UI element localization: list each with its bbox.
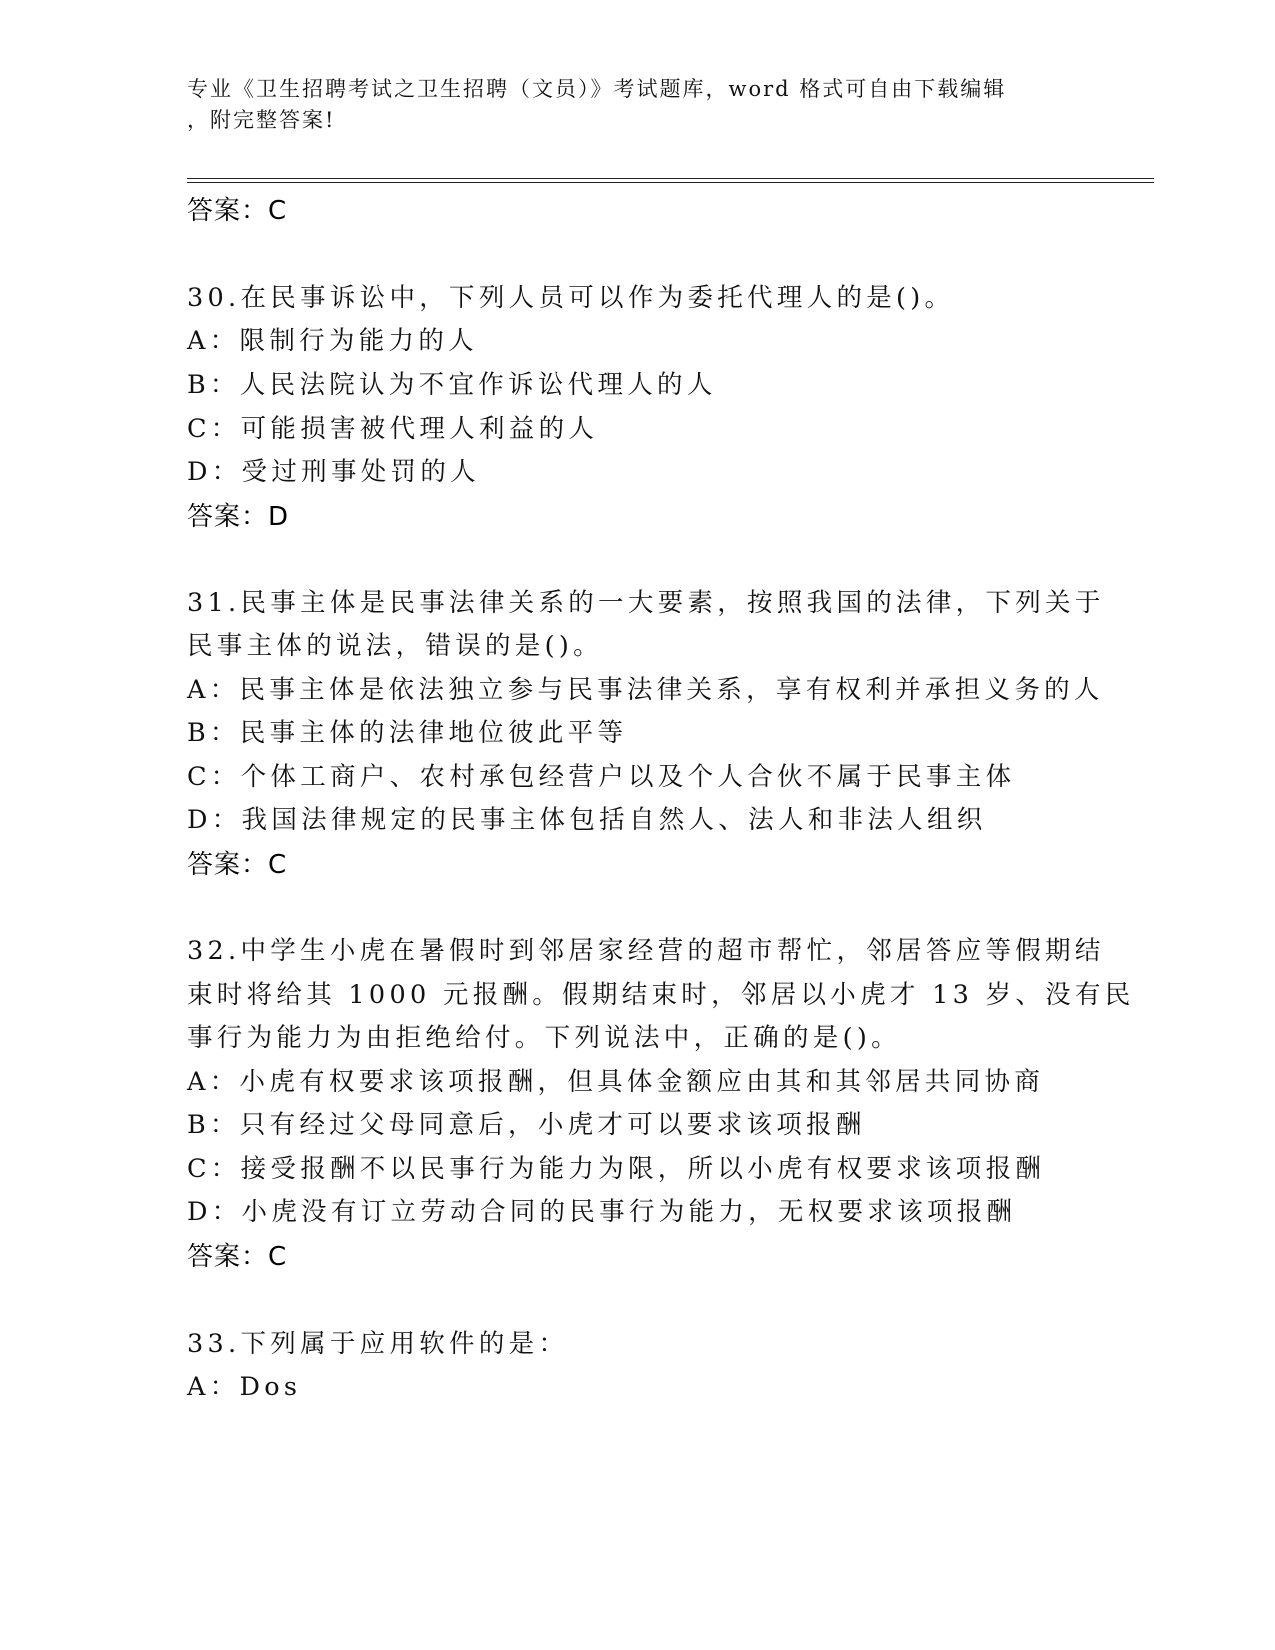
question-32-option-c: C：接受报酬不以民事行为能力为限，所以小虎有权要求该项报酬 (187, 1154, 1046, 1184)
document-header (187, 74, 1067, 136)
question-30-option-a: A：限制行为能力的人 (187, 326, 478, 356)
answer-30: 答案：D (187, 502, 290, 532)
question-33-stem: 33.下列属于应用软件的是： (187, 1329, 569, 1359)
question-32-option-a: A：小虎有权要求该项报酬，但具体金额应由其和其邻居共同协商 (187, 1067, 1045, 1097)
question-31-option-b: B：民事主体的法律地位彼此平等 (187, 718, 628, 748)
answer-29: 答案：C (187, 196, 288, 226)
question-32-stem-line-2: 束时将给其 1000 元报酬。假期结束时，邻居以小虎才 13 岁、没有民 (187, 980, 1135, 1010)
answer-32: 答案：C (187, 1242, 288, 1272)
question-31-stem-line-2: 民事主体的说法，错误的是()。 (187, 631, 603, 661)
question-30-option-d: D：受过刑事处罚的人 (187, 457, 480, 487)
header-line-2: ，附完整答案! (187, 108, 336, 132)
question-32-option-d: D：小虎没有订立劳动合同的民事行为能力，无权要求该项报酬 (187, 1197, 1017, 1227)
question-31-option-d: D：我国法律规定的民事主体包括自然人、法人和非法人组织 (187, 805, 987, 835)
question-31-stem-line-1: 31.民事主体是民事法律关系的一大要素，按照我国的法律，下列关于 (187, 588, 1105, 618)
question-30-option-c: C：可能损害被代理人利益的人 (187, 414, 599, 444)
question-32-stem-line-1: 32.中学生小虎在暑假时到邻居家经营的超市帮忙，邻居答应等假期结 (187, 936, 1105, 966)
question-30-option-b: B：人民法院认为不宜作诉讼代理人的人 (187, 370, 717, 400)
question-31-option-c: C：个体工商户、农村承包经营户以及个人合伙不属于民事主体 (187, 762, 1016, 792)
question-32-stem-line-3: 事行为能力为由拒绝给付。下列说法中，正确的是()。 (187, 1023, 901, 1053)
question-30-stem: 30.在民事诉讼中，下列人员可以作为委托代理人的是()。 (187, 283, 955, 313)
question-33-option-a: A：Dos (187, 1372, 302, 1402)
answer-31: 答案：C (187, 850, 288, 880)
question-32-option-b: B：只有经过父母同意后，小虎才可以要求该项报酬 (187, 1110, 866, 1140)
header-line-1: 专业《卫生招聘考试之卫生招聘（文员）》考试题库，word 格式可自由下载编辑 (187, 77, 1007, 101)
question-31-option-a: A：民事主体是依法独立参与民事法律关系，享有权利并承担义务的人 (187, 675, 1104, 705)
header-rule-top (187, 178, 1154, 179)
header-rule-bottom (187, 182, 1154, 183)
